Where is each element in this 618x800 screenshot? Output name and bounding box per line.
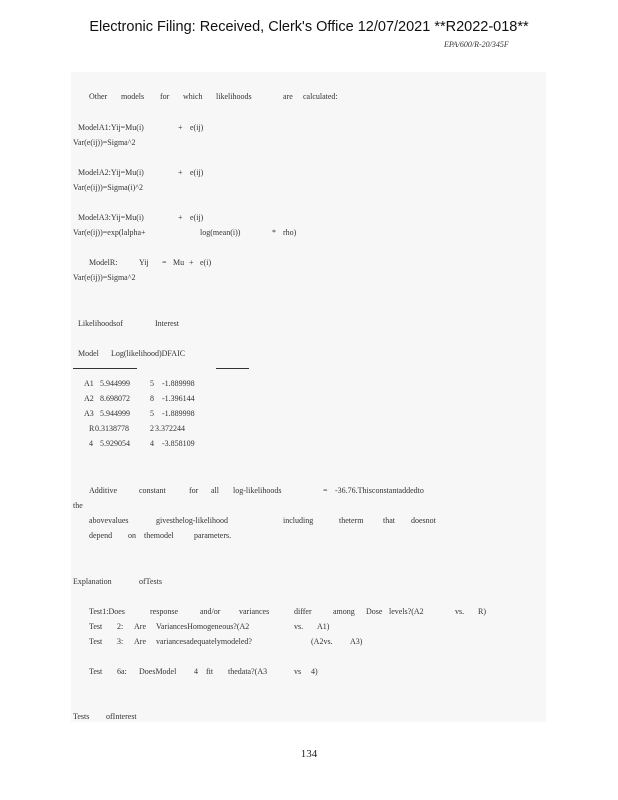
table-cell-model: A2 bbox=[84, 394, 94, 403]
table-cell-aic: -1.889998 bbox=[162, 409, 195, 418]
intro-word: Other bbox=[89, 92, 108, 101]
table-cell-df: 8 bbox=[150, 394, 154, 403]
table-cell-aic: -1.396144 bbox=[162, 394, 195, 403]
document-id: EPA/600/R-20/345F bbox=[444, 40, 509, 49]
intro-word: likelihoods bbox=[216, 92, 252, 101]
table-cell-model: A3 bbox=[84, 409, 94, 418]
explanation-title: Explanation bbox=[73, 577, 112, 586]
intro-word: for bbox=[160, 92, 170, 101]
model-a3-equation: ModelA3:Yij=Mu(i) bbox=[78, 213, 144, 222]
table-cell-df: 5 bbox=[150, 409, 154, 418]
test1-word: response bbox=[150, 607, 178, 616]
test1-word: vs. bbox=[455, 607, 465, 616]
additive-word: abovevalues bbox=[89, 516, 129, 525]
table-rule-right bbox=[216, 368, 249, 369]
table-cell-df: 5 bbox=[150, 379, 154, 388]
test1-word: and/or bbox=[200, 607, 221, 616]
test2-word: Are bbox=[134, 622, 146, 631]
test6a-word: fit bbox=[206, 667, 214, 676]
test6a-word: thedata?(A3 bbox=[228, 667, 268, 676]
additive-word: = bbox=[323, 486, 328, 495]
model-r-term: e(i) bbox=[200, 258, 212, 267]
additive-word: themodel bbox=[144, 531, 174, 540]
table-cell-aic: -1.889998 bbox=[162, 379, 195, 388]
additive-word: parameters. bbox=[194, 531, 232, 540]
model-a3-log-mean: log(mean(i)) bbox=[200, 228, 241, 237]
test2-word: vs. bbox=[294, 622, 304, 631]
model-a1-plus: + bbox=[178, 123, 183, 132]
additive-word: constant bbox=[139, 486, 166, 495]
tests-title: Tests bbox=[73, 712, 90, 721]
additive-word: givesthelog-likelihood bbox=[156, 516, 228, 525]
table-cell-model: 4 bbox=[89, 439, 93, 448]
additive-word: including bbox=[283, 516, 314, 525]
test2-word: Test bbox=[89, 622, 103, 631]
test6a-word: DoesModel bbox=[139, 667, 177, 676]
model-a2-error: e(ij) bbox=[190, 168, 204, 177]
test6a-word: 4) bbox=[311, 667, 318, 676]
additive-word: log-likelihoods bbox=[233, 486, 282, 495]
model-r-term: = bbox=[162, 258, 167, 267]
test6a-word: vs bbox=[294, 667, 302, 676]
test2-word: A1) bbox=[317, 622, 330, 631]
table-cell-aic: 3.372244 bbox=[155, 424, 185, 433]
table-cell-loglik: 5.944999 bbox=[100, 409, 130, 418]
additive-word: the bbox=[73, 501, 83, 510]
intro-word: calculated: bbox=[303, 92, 338, 101]
explanation-title: ofTests bbox=[139, 577, 162, 586]
filing-header: Electronic Filing: Received, Clerk's Office 12/07/2021 **R2022-018** bbox=[89, 19, 529, 35]
test1-word: differ bbox=[294, 607, 312, 616]
likelihoods-title: Likelihoodsof bbox=[78, 319, 123, 328]
model-a1-error: e(ij) bbox=[190, 123, 204, 132]
test1-word: levels?(A2 bbox=[389, 607, 424, 616]
test2-word: VariancesHomogeneous?(A2 bbox=[156, 622, 250, 631]
tests-title: ofInterest bbox=[106, 712, 137, 721]
model-r-label: ModelR: bbox=[89, 258, 118, 267]
additive-word: for bbox=[189, 486, 199, 495]
test3-word: variancesadequatelymodeled? bbox=[156, 637, 252, 646]
additive-word: that bbox=[383, 516, 395, 525]
model-a3-times: * bbox=[272, 228, 276, 237]
additive-word: Additive bbox=[89, 486, 117, 495]
intro-word: which bbox=[183, 92, 203, 101]
test1-word: Dose bbox=[366, 607, 383, 616]
table-cell-df: 4 bbox=[150, 439, 154, 448]
model-a2-plus: + bbox=[178, 168, 183, 177]
intro-word: models bbox=[121, 92, 145, 101]
table-cell-df: 2 bbox=[150, 424, 154, 433]
additive-word: theterm bbox=[339, 516, 364, 525]
additive-word: doesnot bbox=[411, 516, 436, 525]
test6a-word: Test bbox=[89, 667, 103, 676]
additive-word: all bbox=[211, 486, 219, 495]
model-a1-equation: ModelA1:Yij=Mu(i) bbox=[78, 123, 144, 132]
test6a-word: 4 bbox=[194, 667, 198, 676]
model-a3-rho: rho) bbox=[283, 228, 297, 237]
test3-word: (A2vs. bbox=[311, 637, 333, 646]
table-cell-model: R bbox=[89, 424, 95, 433]
additive-word: -36.76.Thisconstantaddedto bbox=[335, 486, 424, 495]
table-cell-aic: -3.858109 bbox=[162, 439, 195, 448]
table-cell-loglik: 0.3138778 bbox=[95, 424, 129, 433]
test3-word: A3) bbox=[350, 637, 363, 646]
model-a3-error: e(ij) bbox=[190, 213, 204, 222]
table-cell-loglik: 5.929054 bbox=[100, 439, 130, 448]
test1-word: Test1:Does bbox=[89, 607, 125, 616]
model-r-term: Yij bbox=[139, 258, 149, 267]
model-r-variance: Var(e(ij))=Sigma^2 bbox=[73, 273, 136, 282]
model-a3-plus: + bbox=[178, 213, 183, 222]
test3-word: Are bbox=[134, 637, 146, 646]
additive-word: depend bbox=[89, 531, 113, 540]
test1-word: variances bbox=[239, 607, 270, 616]
intro-word: are bbox=[283, 92, 293, 101]
model-a3-variance: Var(e(ij))=exp(lalpha+ bbox=[73, 228, 146, 237]
table-cell-loglik: 8.698072 bbox=[100, 394, 130, 403]
model-a1-variance: Var(e(ij))=Sigma^2 bbox=[73, 138, 136, 147]
test1-word: R) bbox=[478, 607, 486, 616]
test1-word: among bbox=[333, 607, 355, 616]
test3-word: Test bbox=[89, 637, 103, 646]
test6a-word: 6a: bbox=[117, 667, 127, 676]
column-header-model: Model bbox=[78, 349, 99, 358]
model-a2-variance: Var(e(ij))=Sigma(i)^2 bbox=[73, 183, 144, 192]
column-header-loglik-df-aic: Log(likelihood)DFAIC bbox=[111, 349, 186, 358]
table-rule-left bbox=[73, 368, 137, 369]
additive-word: on bbox=[128, 531, 136, 540]
table-cell-loglik: 5.944999 bbox=[100, 379, 130, 388]
table-cell-model: A1 bbox=[84, 379, 94, 388]
model-r-term: Mu bbox=[173, 258, 185, 267]
test2-word: 2: bbox=[117, 622, 124, 631]
page-number: 134 bbox=[300, 748, 318, 760]
test3-word: 3: bbox=[117, 637, 124, 646]
model-a2-equation: ModelA2:Yij=Mu(i) bbox=[78, 168, 144, 177]
likelihoods-title: Interest bbox=[155, 319, 179, 328]
model-r-term: + bbox=[189, 258, 194, 267]
